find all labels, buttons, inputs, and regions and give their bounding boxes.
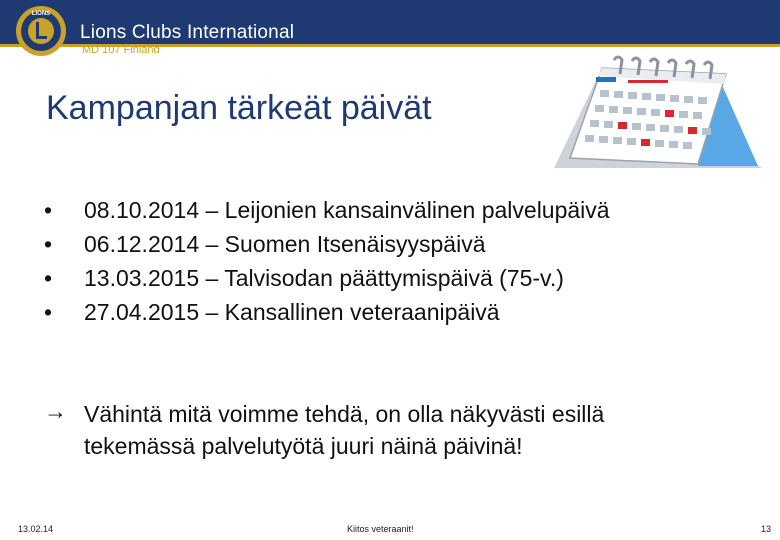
list-item [44,299,610,333]
footer-date: 13.02.14 [18,524,54,534]
page-number: 13 [761,524,772,534]
list-item-text: 08.10.2014 – Leijonien kansainvälinen palvelupäivä [84,197,610,223]
svg-text:LIONS: LIONS [31,11,51,17]
page-title: Kampanjan tärkeät päivät [46,89,432,127]
calendar-icon [548,46,768,176]
call-to-action-line: tekemässä palvelutyötä juuri näinä päivinä! [84,433,523,459]
list-item [44,197,610,231]
list-item [44,231,610,265]
date-list [44,197,610,333]
list-item-text: 27.04.2015 – Kansallinen veteraanipäivä [84,299,500,325]
bullet-marker: • [44,265,53,291]
lions-emblem-icon [15,5,67,57]
call-to-action [44,398,604,462]
list-item [44,265,610,299]
bullet-marker: • [44,197,53,223]
arrow-right-icon: → [44,398,67,424]
footer-text: Kiitos veteraanit! [347,524,414,534]
list-item-text: 06.12.2014 – Suomen Itsenäisyyspäivä [84,231,486,257]
bullet-marker: • [44,231,53,257]
org-name: Lions Clubs International [80,22,295,43]
bullet-marker: • [44,299,53,325]
list-item-text: 13.03.2015 – Talvisodan päättymispäivä (75-v.) [84,265,564,291]
district-name: MD 107 Finland [82,44,160,56]
call-to-action-line: Vähintä mitä voimme tehdä, on olla näkyvästi esillä [84,401,605,427]
